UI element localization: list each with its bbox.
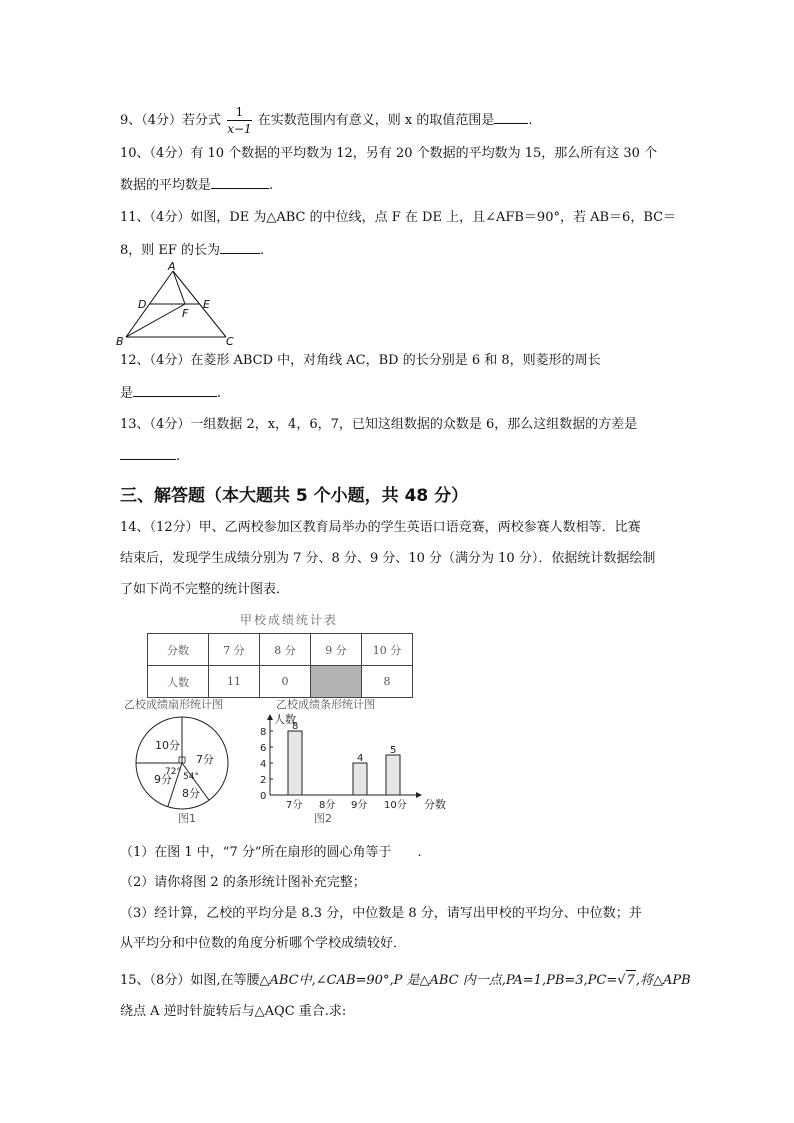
table-cell-shaded <box>311 666 362 698</box>
q14-sub3-line1: （3）经计算，乙校的平均分是 8.3 分，中位数是 8 分，请写出甲校的平均分、中位数；并 <box>120 906 642 921</box>
section-title: 三、解答题（本大题共 5 个小题，共 48 分） <box>120 486 469 506</box>
segment-bf <box>126 304 185 337</box>
q15-text-a: 15、（8分）如图,在等腰 <box>120 973 260 988</box>
pie-annotation: 72° <box>165 767 181 777</box>
q15-text-c: 中,∠CAB=90°,P 是△ABC 内一点,PA=1,PB=3,PC= <box>298 973 618 988</box>
bar <box>288 731 302 795</box>
label-f: F <box>182 307 189 320</box>
y-tick-label: 6 <box>260 743 267 754</box>
pie-caption: 图1 <box>178 812 196 825</box>
x-axis-label: 分数 <box>424 798 446 811</box>
question-13-line1: 13、（4分）一组数据 2，x，4，6，7，已知这组数据的众数是 6，那么这组数据的方差是 <box>120 417 638 432</box>
q13-end: . <box>176 449 181 464</box>
q14-sub3-line2: 从平均分和中位数的角度分析哪个学校成绩较好． <box>120 936 407 951</box>
label-b: B <box>116 335 124 347</box>
q14-sub1 <box>120 843 422 863</box>
bar-data-label: 4 <box>357 753 364 764</box>
y-tick-label: 4 <box>260 759 267 770</box>
table-cell: 分数 <box>148 634 209 666</box>
triangle-figure <box>114 261 244 347</box>
x-tick-label: 10分 <box>384 800 407 811</box>
q12-text: 是 <box>120 386 134 401</box>
bar-data-label: 8 <box>292 721 299 732</box>
q9-fraction <box>227 104 251 137</box>
table-cell: 7 分 <box>209 634 260 666</box>
y-tick-label: 0 <box>260 791 267 802</box>
q12-end: . <box>217 386 222 401</box>
table-cell: 10 分 <box>362 634 413 666</box>
q11-blank <box>220 240 260 254</box>
q9-frac-num: 1 <box>227 104 251 121</box>
segment-af <box>173 271 185 304</box>
x-tick-label: 7分 <box>286 800 303 811</box>
question-14-line3: 了如下尚不完整的统计图表． <box>120 582 290 597</box>
q10-end: . <box>269 178 274 193</box>
table-cell: 8 分 <box>260 634 311 666</box>
q11-end: . <box>260 243 265 258</box>
label-e: E <box>203 298 210 311</box>
table-cell: 人数 <box>148 666 209 698</box>
q9-frac-den: x−1 <box>227 122 252 136</box>
pie-slice-label: 7分 <box>196 753 214 766</box>
q10-blank <box>211 175 269 189</box>
y-axis-label: 人数 <box>274 713 296 726</box>
q15-text-b: △ABC <box>259 973 299 988</box>
q15-text-d: ,将△APB <box>635 973 691 988</box>
question-12-line2 <box>120 383 221 404</box>
pie-slice-label: 9分 <box>154 773 172 786</box>
pie-chart <box>120 696 260 826</box>
table-row <box>148 666 413 698</box>
question-15-line1: 15、（8分）如图,在等腰△ABC中,∠CAB=90°,P 是△ABC 内一点,PA=1,PB=3,PC=√7,将△APB <box>120 970 691 991</box>
bar-chart <box>252 696 472 826</box>
pie-slice-label: 10分 <box>155 739 180 752</box>
question-10-line2 <box>120 175 273 196</box>
q15-sqrt: 7 <box>626 970 636 991</box>
q9-suffix: 在实数范围内有意义，则 x 的取值范围是 <box>257 113 495 128</box>
x-tick-label: 8分 <box>319 800 336 811</box>
pie-slice-label: 8分 <box>182 787 200 800</box>
table-cell: 0 <box>260 666 311 698</box>
question-12-line1: 12、（4分）在菱形 ABCD 中，对角线 AC，BD 的长分别是 6 和 8，则菱形的周长 <box>120 353 601 368</box>
question-10-line1: 10、（4分）有 10 个数据的平均数为 12，另有 20 个数据的平均数为 15，那么所有这 30 个 <box>120 146 658 161</box>
x-tick-label: 9分 <box>351 800 368 811</box>
y-axis-arrow <box>267 714 273 720</box>
bar-data-label: 5 <box>390 745 397 756</box>
q11-text: 8，则 EF 的长为 <box>120 243 221 258</box>
table-cell: 8 <box>362 666 413 698</box>
label-c: C <box>226 335 234 347</box>
q12-blank <box>133 383 217 397</box>
question-15-line2: 绕点 A 逆时针旋转后与△AQC 重合.求: <box>120 1004 347 1019</box>
question-11-line1: 11、（4分）如图，DE 为△ABC 的中位线，点 F 在 DE 上，且∠AFB＝90°，若 AB＝6，BC＝ <box>120 210 677 225</box>
question-9 <box>120 104 533 137</box>
q9-prefix: 9、（4分）若分式 <box>120 113 222 128</box>
sub1-end: . <box>417 845 422 860</box>
bar <box>386 755 400 795</box>
y-tick-label: 2 <box>260 775 267 786</box>
y-tick-label: 8 <box>260 727 267 738</box>
x-axis-arrow <box>416 792 422 798</box>
bar <box>353 763 367 795</box>
question-13-line2 <box>120 446 180 467</box>
question-14-line2: 结束后，发现学生成绩分别为 7 分、8 分、9 分、10 分（满分为 10 分）．依据统计数据绘制 <box>120 551 656 566</box>
bar-title: 乙校成绩条形统计图 <box>276 698 375 711</box>
table-title: 甲校成绩统计表 <box>239 613 338 627</box>
bar-caption: 图2 <box>314 812 332 825</box>
question-14-line1: 14、（12分）甲、乙两校参加区教育局举办的学生英语口语竞赛，两校参赛人数相等．比赛 <box>120 520 641 535</box>
label-a: A <box>168 261 176 273</box>
question-11-line2 <box>120 240 264 261</box>
table-cell: 11 <box>209 666 260 698</box>
pie-title: 乙校成绩扇形统计图 <box>124 698 223 711</box>
label-d: D <box>138 298 147 311</box>
sub1-text: （1）在图 1 中，“7 分”所在扇形的圆心角等于 <box>120 845 392 860</box>
q9-end: . <box>528 113 533 128</box>
q13-blank <box>120 446 176 460</box>
table-cell: 9 分 <box>311 634 362 666</box>
table-row <box>148 634 413 666</box>
school-a-table <box>147 633 413 698</box>
pie-annotation: 54° <box>183 772 199 782</box>
q14-sub2: （2）请你将图 2 的条形统计图补充完整； <box>120 875 366 890</box>
q10-text: 数据的平均数是 <box>120 178 212 193</box>
q9-blank <box>494 110 528 124</box>
